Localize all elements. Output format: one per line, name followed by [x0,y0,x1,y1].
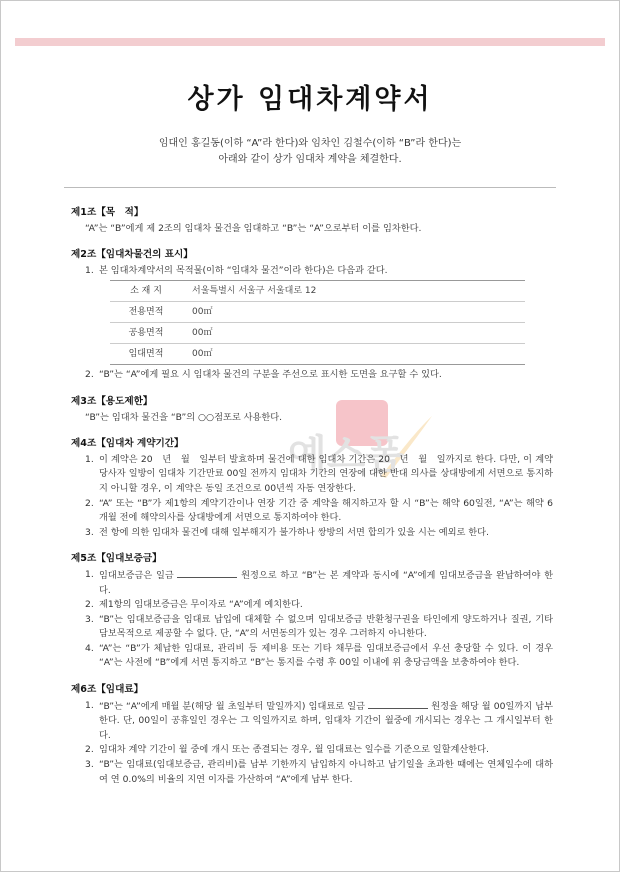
article-1-title: 제1조【목 적】 [71,207,144,218]
article-6 [71,683,553,787]
article-6-item-2: 2. 임대차 계약 기간이 월 중에 개시 또는 종결되는 경우, 월 임대료는 일수를 기준으로 일할계산한다. [85,744,489,756]
property-value: 00㎡ [182,344,525,365]
table-row [110,344,525,365]
intro-text [1,136,619,168]
article-3-title: 제3조【용도제한】 [71,395,153,407]
article-6-title: 제6조【임대료】 [71,684,144,696]
property-value: 서울특별시 서울구 서울대로 12 [182,281,525,302]
article-2-item-2: 2. “B”는 “A”에게 필요 시 임대차 물건의 구분을 주선으로 표시한 도면을 요구할 수 있다. [85,369,442,381]
property-label: 전용면적 [110,302,182,323]
article-4 [71,437,553,540]
article-5-item-2: 2. 제1항의 임대보증금은 무이자로 “A”에게 예치한다. [85,599,303,611]
top-decorative-bar [15,38,605,46]
contract-body [71,206,553,799]
article-4-item-2: 2. “A” 또는 “B”가 제1항의 계약기간이나 연장 기간 중 계약을 해지하고자 할 시 “B”는 해약 60일전, “A”는 해약 6개월 전에 해약의사를 상대방에게 서면으로 통지하여야 한다. [85,497,553,524]
article-1 [71,206,553,236]
article-5-item-3: 3. “B”는 임대보증금을 임대료 납입에 대체할 수 없으며 임대보증금 반환청구권을 타인에게 양도하거나 질권, 기타 담보목적으로 제공할 수 없다. 단, “A”의 서면동의가 있는 경우 그러하지 아니한다. [85,613,553,640]
deposit-amount-blank [177,568,237,578]
article-2 [71,248,553,383]
property-value: 00㎡ [182,302,525,323]
property-label: 소 재 지 [110,281,182,302]
property-table [110,280,525,365]
intro-line-1: 임대인 홍길동(이하 “A”라 한다)와 임차인 김철수(이하 “B”라 한다)는 [158,138,462,149]
article-3 [71,395,553,425]
article-3-text: “B”는 임대차 물건을 “B”의 ○○점포로 사용한다. [85,411,283,423]
article-5 [71,552,553,671]
article-2-item-1: 1. 본 임대차계약서의 목적물(이하 “임대차 물건”이라 한다)은 다음과 같다. [85,264,388,276]
rent-amount-blank [368,699,428,709]
article-4-item-3: 3. 전 항에 의한 임대차 물건에 대해 일부해지가 불가하나 쌍방의 서면 합의가 있을 시는 예외로 한다. [85,526,489,538]
article-6-item-3: 3. “B”는 임대료(임대보증금, 관리비)를 납부 기한까지 납입하지 아니하고 납기일을 초과한 때에는 연체일수에 대하여 연 0.0%의 비율의 지연 이자를 가산하여 “A”에게 납부 한다. [85,759,553,785]
article-2-title: 제2조【임대차물건의 표시】 [71,249,193,261]
article-5-item-1: 1. 임대보증금은 일금 원정으로 하고 “B”는 본 계약과 동시에 “A”에게 임대보증금을 완납하여야 한다. [85,568,553,596]
separator-line [64,187,556,188]
table-row [110,281,525,302]
table-row [110,302,525,323]
table-row [110,323,525,344]
article-4-item-1: 1. 이 계약은 20 년 월 일부터 발효하며 물건에 대한 임대차 기간은 20 년 월 일까지로 한다. 다만, 이 계약당사자 일방이 임대차 기간만료 00일 전까지 임대차 기간의 연장에 대한 반대 의사를 상대방에게 서면으로 통지하지 아니할 경우, 이 계약은 동일 조건으로 00년씩 자동 연장한다. [85,453,553,494]
article-6-item-1: 1. “B”는 “A”에게 매월 분(해당 월 초일부터 말일까지) 임대료로 일금 원정을 해당 월 00일까지 납부 한다. 단, 00일이 공휴일인 경우는 그 익일까지로 하며, 임대차 기간이 월중에 개시되는 경우는 그 개시일부터 한다. [85,699,553,741]
property-label: 공용면적 [110,323,182,344]
document-title: 상가 임대차계약서 [187,84,433,115]
article-1-text: “A”는 “B”에게 제 2조의 임대차 물건을 임대하고 “B”는 “A”으로부터 이를 임차한다. [85,222,422,234]
property-label: 임대면적 [110,344,182,365]
article-4-title: 제4조【임대차 계약기간】 [71,438,184,450]
article-5-item-4: 4. “A”는 “B”가 체납한 임대료, 관리비 등 제비용 또는 기타 채무를 임대보증금에서 우선 충당할 수 있다. 이 경우 “A”는 사전에 “B”에게 서면 통지하고 “B”는 통지를 수령 후 00일 이내에 위 충당금액을 보충하여야 한다. [85,642,553,669]
watermark-text: 예스폼 [288,432,404,478]
article-5-title: 제5조【임대보증금】 [71,553,162,565]
intro-line-2: 아래와 같이 상가 임대차 계약을 체결한다. [218,154,402,165]
property-value: 00㎡ [182,323,525,344]
